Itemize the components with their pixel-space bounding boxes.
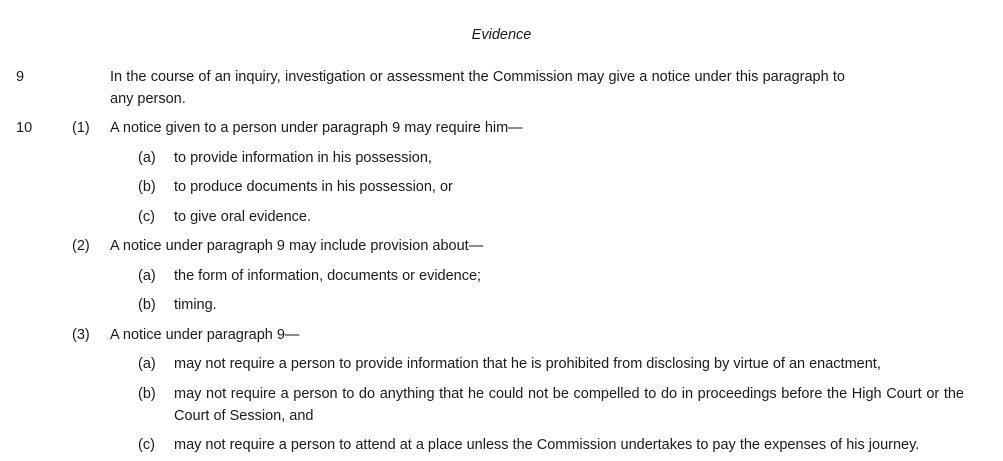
item-text: the form of information, documents or evidence;: [174, 268, 482, 284]
item-label: (b): [138, 297, 156, 313]
item-label: (c): [138, 437, 155, 453]
subparagraph-label-1: (1): [72, 120, 90, 136]
paragraph-number-10: 10: [16, 120, 33, 136]
item-text: may not require a person to do anything that he could not be compelled to do in proceedings before the High Court or the Court of Session, and: [174, 386, 964, 424]
item-text: to provide information in his possession,: [174, 150, 432, 166]
item-label: (b): [138, 179, 156, 195]
item-label: (a): [138, 356, 156, 372]
paragraph-9-text: In the course of an inquiry, investigation or assessment the Commission may give a notice under this paragraph to any person.: [110, 69, 845, 107]
item-label: (b): [138, 386, 156, 402]
item-text: may not require a person to provide information that he is prohibited from disclosing by virtue of an enactment,: [174, 356, 881, 372]
subparagraph-3-text: A notice under paragraph 9—: [110, 327, 300, 343]
item-text: may not require a person to attend at a place unless the Commission undertakes to pay the expenses of his journey.: [174, 437, 920, 453]
subparagraph-label-2: (2): [72, 238, 90, 254]
item-label: (a): [138, 268, 156, 284]
item-text: to give oral evidence.: [174, 209, 312, 225]
paragraph-number-9: 9: [16, 69, 25, 85]
item-text: to produce documents in his possession, or: [174, 179, 453, 195]
item-label: (a): [138, 150, 156, 166]
subparagraph-label-3: (3): [72, 327, 90, 343]
section-heading: Evidence: [471, 27, 532, 43]
item-label: (c): [138, 209, 155, 225]
subparagraph-2-text: A notice under paragraph 9 may include provision about—: [110, 238, 484, 254]
subparagraph-1-text: A notice given to a person under paragraph 9 may require him—: [110, 120, 523, 136]
item-text: timing.: [174, 297, 217, 313]
